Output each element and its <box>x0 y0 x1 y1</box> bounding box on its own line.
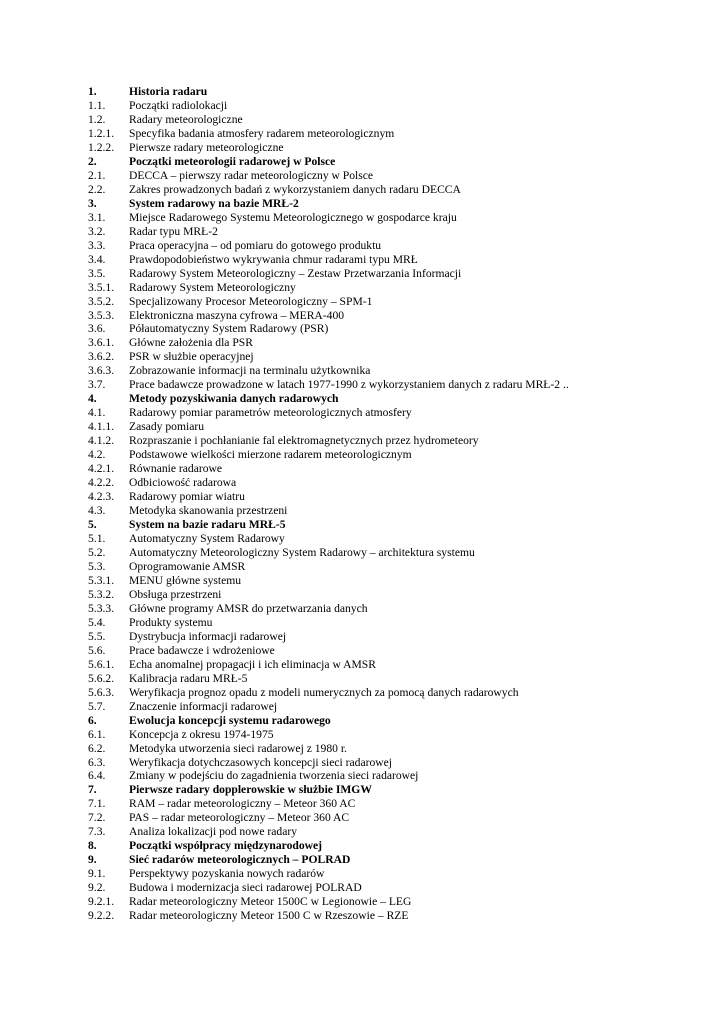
toc-entry-row <box>88 742 698 756</box>
toc-entry-row <box>88 811 698 825</box>
toc-entry-title: Odbiciowość radarowa <box>129 476 237 490</box>
toc-entry-row <box>88 462 698 476</box>
toc-chapter-row <box>88 155 698 169</box>
toc-entry-title: Miejsce Radarowego Systemu Meteorologicznego w gospodarce kraju <box>129 210 457 224</box>
toc-entry-number: 4.1.1. <box>88 420 115 434</box>
toc-entry-number: 8. <box>88 839 97 853</box>
toc-chapter-row <box>88 839 698 853</box>
toc-entry-row <box>88 99 698 113</box>
toc-entry-number: 5. <box>88 518 97 532</box>
toc-entry-title: Podstawowe wielkości mierzone radarem meteorologicznym <box>129 448 412 462</box>
toc-entry-title: RAM – radar meteorologiczny – Meteor 360 AC <box>129 797 356 811</box>
toc-entry-number: 5.6.1. <box>88 657 115 671</box>
toc-entry-number: 9.2.1. <box>88 895 115 909</box>
toc-entry-title: Początki radiolokacji <box>129 98 228 112</box>
toc-entry-row <box>88 141 698 155</box>
toc-entry-row <box>88 672 698 686</box>
toc-entry-title: Radarowy pomiar parametrów meteorologicznych atmosfery <box>129 406 412 420</box>
toc-entry-row <box>88 602 698 616</box>
table-of-contents <box>88 85 698 923</box>
toc-entry-row <box>88 476 698 490</box>
toc-entry-title: Analiza lokalizacji pod nowe radary <box>129 825 298 839</box>
toc-entry-title: Specjalizowany Procesor Meteorologiczny – SPM-1 <box>129 294 373 308</box>
toc-entry-title: Obsługa przestrzeni <box>129 587 222 601</box>
toc-entry-row <box>88 490 698 504</box>
toc-entry-row <box>88 825 698 839</box>
toc-entry-title: Radarowy System Meteorologiczny – Zestaw Przetwarzania Informacji <box>129 266 462 280</box>
toc-entry-row <box>88 406 698 420</box>
toc-entry-row <box>88 686 698 700</box>
toc-entry-title: PAS – radar meteorologiczny – Meteor 360 AC <box>129 811 350 825</box>
toc-entry-number: 3.1. <box>88 210 106 224</box>
toc-entry-number: 4.2. <box>88 448 106 462</box>
toc-entry-title: Budowa i modernizacja sieci radarowej POLRAD <box>129 881 362 895</box>
toc-entry-number: 4.2.2. <box>88 476 115 490</box>
toc-chapter-row <box>88 714 698 728</box>
toc-entry-title: Sieć radarów meteorologicznych – POLRAD <box>129 853 351 867</box>
toc-entry-title: Metodyka utworzenia sieci radarowej z 1980 r. <box>129 741 347 755</box>
toc-entry-row <box>88 225 698 239</box>
toc-entry-title: Automatyczny Meteorologiczny System Radarowy – architektura systemu <box>129 545 475 559</box>
toc-entry-title: Radary meteorologiczne <box>129 112 243 126</box>
toc-entry-row <box>88 183 698 197</box>
toc-entry-title: Początki meteorologii radarowej w Polsce <box>129 154 336 168</box>
toc-entry-row <box>88 616 698 630</box>
toc-entry-number: 3.6. <box>88 322 106 336</box>
toc-chapter-row <box>88 518 698 532</box>
toc-entry-number: 5.6.3. <box>88 685 115 699</box>
toc-entry-title: Półautomatyczny System Radarowy (PSR) <box>129 322 329 336</box>
toc-entry-title: Rozpraszanie i pochłanianie fal elektromagnetycznych przez hydrometeory <box>129 434 479 448</box>
toc-entry-title: Perspektywy pozyskania nowych radarów <box>129 867 325 881</box>
toc-entry-title: Oprogramowanie AMSR <box>129 559 246 573</box>
toc-entry-title: Elektroniczna maszyna cyfrowa – MERA-400 <box>129 308 345 322</box>
toc-entry-title: Historia radaru <box>129 85 208 98</box>
toc-entry-row <box>88 881 698 895</box>
toc-entry-number: 7.1. <box>88 797 106 811</box>
toc-entry-number: 7.2. <box>88 811 106 825</box>
toc-entry-number: 5.3.1. <box>88 573 115 587</box>
toc-entry-number: 2. <box>88 154 97 168</box>
toc-entry-title: Koncepcja z okresu 1974-1975 <box>129 727 274 741</box>
toc-entry-row <box>88 239 698 253</box>
toc-entry-title: Specyfika badania atmosfery radarem meteorologicznym <box>129 126 395 140</box>
toc-entry-title: Radar typu MRŁ-2 <box>129 224 218 238</box>
toc-entry-row <box>88 420 698 434</box>
toc-entry-number: 2.2. <box>88 182 106 196</box>
toc-entry-number: 1. <box>88 85 97 98</box>
toc-entry-row <box>88 281 698 295</box>
toc-entry-number: 6.3. <box>88 755 106 769</box>
toc-entry-number: 7. <box>88 783 97 797</box>
toc-entry-row <box>88 560 698 574</box>
toc-entry-row <box>88 769 698 783</box>
toc-entry-title: Zakres prowadzonych badań z wykorzystaniem danych radaru DECCA <box>129 182 461 196</box>
toc-entry-row <box>88 588 698 602</box>
toc-entry-number: 9.1. <box>88 867 106 881</box>
toc-entry-title: Ewolucja koncepcji systemu radarowego <box>129 713 331 727</box>
toc-entry-row <box>88 574 698 588</box>
toc-entry-number: 2.1. <box>88 168 106 182</box>
toc-entry-number: 4. <box>88 392 97 406</box>
toc-entry-title: Dystrybucja informacji radarowej <box>129 629 287 643</box>
toc-chapter-row <box>88 853 698 867</box>
toc-entry-number: 5.6.2. <box>88 671 115 685</box>
toc-entry-row <box>88 728 698 742</box>
toc-entry-title: Zasady pomiaru <box>129 420 205 434</box>
toc-entry-number: 5.3. <box>88 559 106 573</box>
toc-entry-row <box>88 364 698 378</box>
toc-entry-title: Metody pozyskiwania danych radarowych <box>129 392 339 406</box>
toc-entry-row <box>88 867 698 881</box>
toc-entry-number: 6.1. <box>88 727 106 741</box>
toc-entry-row <box>88 309 698 323</box>
toc-entry-row <box>88 113 698 127</box>
toc-entry-number: 1.1. <box>88 98 106 112</box>
toc-entry-number: 3. <box>88 196 97 210</box>
toc-entry-title: Znaczenie informacji radarowej <box>129 699 278 713</box>
toc-chapter-row <box>88 392 698 406</box>
toc-entry-number: 4.1.2. <box>88 434 115 448</box>
toc-entry-number: 6.2. <box>88 741 106 755</box>
toc-entry-title: Weryfikacja prognoz opadu z modeli numerycznych za pomocą danych radarowych <box>129 685 519 699</box>
toc-entry-number: 5.2. <box>88 545 106 559</box>
toc-entry-row <box>88 700 698 714</box>
toc-entry-row <box>88 336 698 350</box>
toc-entry-number: 3.5. <box>88 266 106 280</box>
toc-entry-title: MENU główne systemu <box>129 573 242 587</box>
toc-entry-row <box>88 169 698 183</box>
toc-entry-number: 3.4. <box>88 252 106 266</box>
toc-entry-number: 3.7. <box>88 378 106 392</box>
toc-entry-number: 4.3. <box>88 504 106 518</box>
toc-entry-number: 7.3. <box>88 825 106 839</box>
toc-entry-title: System na bazie radaru MRŁ-5 <box>129 518 286 532</box>
toc-entry-title: Główne programy AMSR do przetwarzania danych <box>129 601 368 615</box>
toc-entry-row <box>88 350 698 364</box>
toc-entry-number: 3.6.2. <box>88 350 115 364</box>
toc-entry-number: 3.5.1. <box>88 280 115 294</box>
toc-entry-number: 3.2. <box>88 224 106 238</box>
toc-entry-number: 5.4. <box>88 615 106 629</box>
toc-entry-number: 3.6.1. <box>88 336 115 350</box>
toc-entry-row <box>88 322 698 336</box>
toc-entry-row <box>88 127 698 141</box>
toc-entry-title: DECCA – pierwszy radar meteorologiczny w Polsce <box>129 168 374 182</box>
toc-entry-row <box>88 253 698 267</box>
toc-entry-title: Główne założenia dla PSR <box>129 336 253 350</box>
toc-entry-number: 5.1. <box>88 532 106 545</box>
toc-entry-row <box>88 295 698 309</box>
toc-entry-title: Radar meteorologiczny Meteor 1500C w Legionowie – LEG <box>129 895 412 909</box>
toc-entry-row <box>88 756 698 770</box>
toc-entry-number: 3.3. <box>88 238 106 252</box>
toc-entry-number: 1.2.2. <box>88 140 115 154</box>
toc-chapter-row <box>88 197 698 211</box>
toc-entry-number: 4.2.1. <box>88 462 115 476</box>
toc-entry-number: 6. <box>88 713 97 727</box>
toc-entry-number: 9. <box>88 853 97 867</box>
toc-entry-row <box>88 895 698 909</box>
toc-entry-number: 3.5.2. <box>88 294 115 308</box>
toc-entry-number: 3.6.3. <box>88 364 115 378</box>
toc-entry-title: Pierwsze radary dopplerowskie w służbie IMGW <box>129 783 372 797</box>
toc-entry-number: 6.4. <box>88 769 106 783</box>
toc-entry-title: Zobrazowanie informacji na terminalu użytkownika <box>129 364 371 378</box>
toc-entry-number: 3.5.3. <box>88 308 115 322</box>
toc-entry-title: Radar meteorologiczny Meteor 1500 C w Rzeszowie – RZE <box>129 909 409 923</box>
toc-entry-row <box>88 434 698 448</box>
toc-entry-row <box>88 546 698 560</box>
toc-chapter-row <box>88 783 698 797</box>
toc-entry-row <box>88 532 698 546</box>
toc-entry-number: 1.2. <box>88 112 106 126</box>
toc-entry-title: PSR w służbie operacyjnej <box>129 350 254 364</box>
toc-entry-title: Równanie radarowe <box>129 462 223 476</box>
toc-chapter-row <box>88 85 698 99</box>
toc-entry-title: Echa anomalnej propagacji i ich eliminacja w AMSR <box>129 657 376 671</box>
toc-entry-row <box>88 267 698 281</box>
toc-entry-row <box>88 211 698 225</box>
toc-entry-row <box>88 630 698 644</box>
toc-entry-title: Praca operacyjna – od pomiaru do gotowego produktu <box>129 238 382 252</box>
toc-entry-title: Początki współpracy międzynarodowej <box>129 839 322 853</box>
toc-entry-number: 4.1. <box>88 406 106 420</box>
toc-entry-title: Automatyczny System Radarowy <box>129 532 285 545</box>
toc-entry-title: Pierwsze radary meteorologiczne <box>129 140 284 154</box>
toc-entry-row <box>88 504 698 518</box>
toc-entry-title: Radarowy pomiar wiatru <box>129 490 245 504</box>
toc-entry-number: 5.7. <box>88 699 106 713</box>
toc-entry-number: 5.6. <box>88 643 106 657</box>
toc-entry-number: 5.5. <box>88 629 106 643</box>
toc-entry-row <box>88 797 698 811</box>
toc-entry-row <box>88 658 698 672</box>
toc-entry-number: 9.2.2. <box>88 909 115 923</box>
toc-entry-title: Produkty systemu <box>129 615 213 629</box>
toc-entry-title: Metodyka skanowania przestrzeni <box>129 504 288 518</box>
toc-entry-title: System radarowy na bazie MRŁ-2 <box>129 196 299 210</box>
toc-entry-title: Kalibracja radaru MRŁ-5 <box>129 671 248 685</box>
toc-entry-title: Radarowy System Meteorologiczny <box>129 280 296 294</box>
toc-entry-number: 1.2.1. <box>88 126 115 140</box>
toc-entry-number: 9.2. <box>88 881 106 895</box>
toc-entry-title: Prace badawcze prowadzone w latach 1977-1990 z wykorzystaniem danych z radaru MRŁ-2 .. <box>129 378 569 392</box>
toc-entry-row <box>88 448 698 462</box>
toc-entry-row <box>88 378 698 392</box>
toc-entry-number: 5.3.2. <box>88 587 115 601</box>
toc-entry-row <box>88 909 698 923</box>
toc-entry-title: Prace badawcze i wdrożeniowe <box>129 643 275 657</box>
toc-entry-title: Prawdopodobieństwo wykrywania chmur radarami typu MRŁ <box>129 252 418 266</box>
toc-entry-number: 4.2.3. <box>88 490 115 504</box>
toc-entry-title: Weryfikacja dotychczasowych koncepcji sieci radarowej <box>129 755 393 769</box>
toc-entry-row <box>88 644 698 658</box>
toc-entry-title: Zmiany w podejściu do zagadnienia tworzenia sieci radarowej <box>129 769 419 783</box>
toc-entry-number: 5.3.3. <box>88 601 115 615</box>
